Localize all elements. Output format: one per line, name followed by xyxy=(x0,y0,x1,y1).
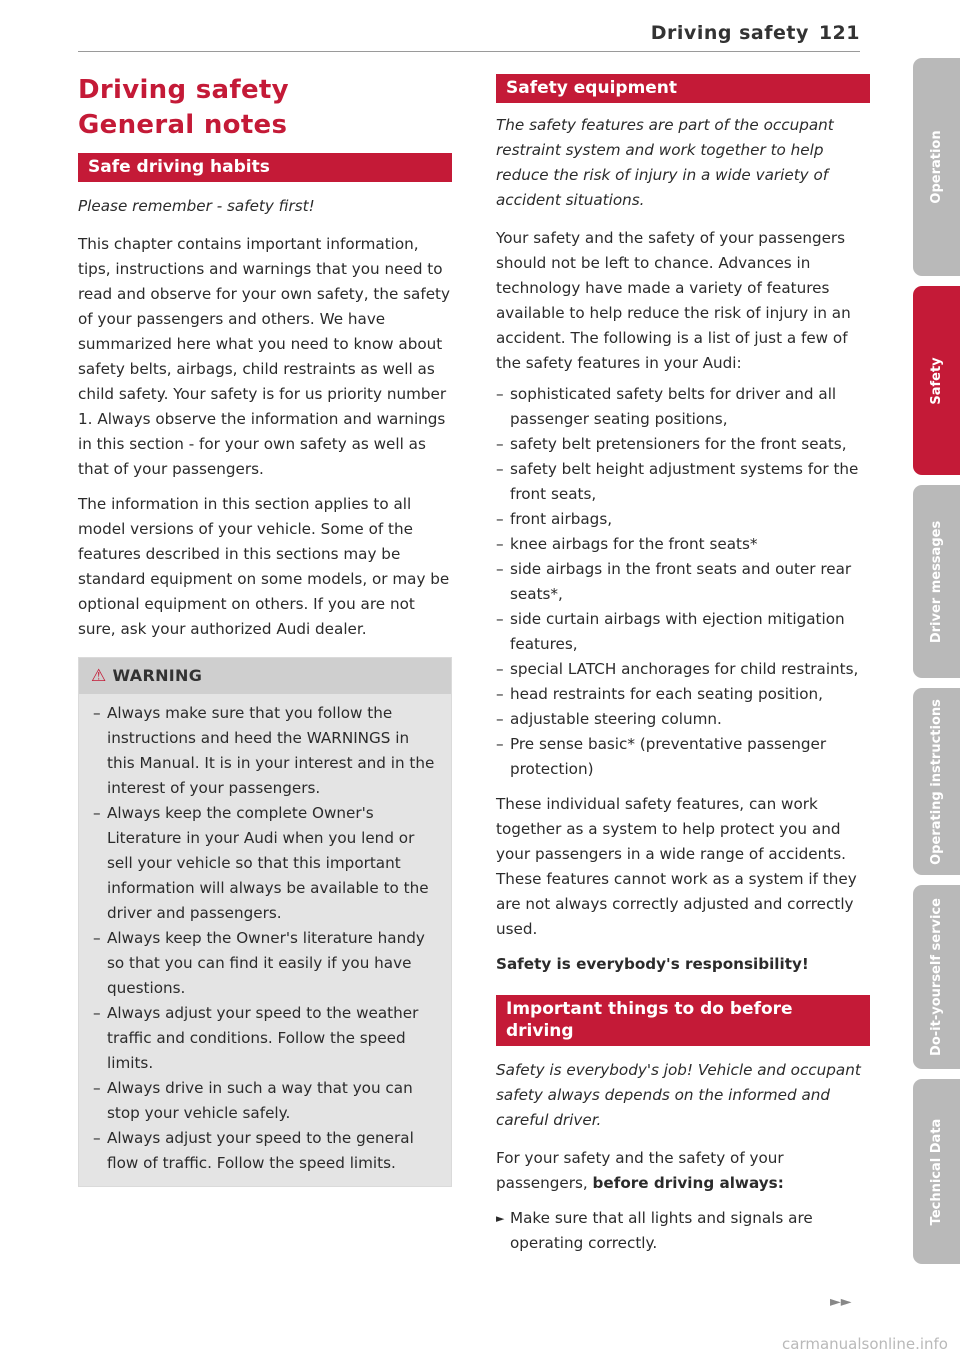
section-bar-before-driving: Important things to do before driving xyxy=(496,995,870,1046)
emphasis-text: before driving always: xyxy=(592,1173,784,1192)
tab-operating-instructions[interactable] xyxy=(913,688,960,875)
list-item: – Pre sense basic* (preventative passenger protection) xyxy=(496,732,870,782)
warning-item: – Always adjust your speed to the weather traffic and conditions. Follow the speed limits. xyxy=(93,1001,437,1076)
header-rule xyxy=(78,51,860,52)
list-item: – safety belt pretensioners for the front seats, xyxy=(496,432,870,457)
tab-technical-data[interactable] xyxy=(913,1079,960,1264)
running-head-section: Driving safety xyxy=(650,22,809,44)
watermark: carmanualsonline.info xyxy=(782,1335,948,1353)
paragraph: The information in this section applies to all model versions of your vehicle. Some of the features described in this sections may be standard equipment on some models, or may be optional equipment on others. If you are not sure, ask your authorized Audi dealer. xyxy=(78,494,450,638)
page-number: 121 xyxy=(818,22,860,44)
warning-title: WARNING xyxy=(112,665,203,685)
warning-list xyxy=(79,694,451,1186)
paragraph xyxy=(496,1146,870,1196)
list-item: – safety belt height adjustment systems for the front seats, xyxy=(496,457,870,507)
tab-label: Operating instructions xyxy=(928,698,944,865)
paragraph-text: For your safety and the safety of your passengers, xyxy=(496,1148,784,1192)
list-item: – head restraints for each seating position, xyxy=(496,682,870,707)
warning-triangle-icon: ⚠ xyxy=(91,665,107,686)
warning-item: – Always adjust your speed to the general flow of traffic. Follow the speed limits. xyxy=(93,1126,437,1176)
safety-features-list xyxy=(496,382,870,782)
warning-header xyxy=(79,658,451,694)
tab-driver-messages[interactable] xyxy=(913,485,960,678)
chapter-tabs xyxy=(913,58,960,1274)
intro-text: The safety features are part of the occupant restraint system and work together to help reduce the risk of injury in a wide variety of accident situations. xyxy=(496,116,834,210)
responsibility-statement: Safety is everybody's responsibility! xyxy=(496,955,809,974)
paragraph: Your safety and the safety of your passengers should not be left to chance. Advances in technology have made a variety of features available to help reduce the risk of injury in an accident. The following is a list of just a few of the safety features in your Audi: xyxy=(496,229,851,373)
continue-arrow-icon: ►► xyxy=(830,1294,852,1310)
step-text: Make sure that all lights and signals are operating correctly. xyxy=(510,1208,813,1252)
tab-label: Technical Data xyxy=(928,1118,944,1225)
right-column xyxy=(496,74,870,1256)
list-item: – front airbags, xyxy=(496,507,870,532)
instruction-step xyxy=(496,1206,870,1256)
list-item: – knee airbags for the front seats* xyxy=(496,532,870,557)
list-item: – side curtain airbags with ejection mitigation features, xyxy=(496,607,870,657)
tab-label: Driver messages xyxy=(928,520,944,643)
tab-operation[interactable] xyxy=(913,58,960,276)
warning-item: – Always keep the Owner's literature handy so that you can find it easily if you have questions. xyxy=(93,926,437,1001)
section-bar-safety-equipment: Safety equipment xyxy=(496,74,870,103)
tab-label: Do-it-yourself service xyxy=(928,898,944,1056)
intro-text: Please remember - safety first! xyxy=(78,196,315,215)
warning-item: – Always drive in such a way that you can stop your vehicle safely. xyxy=(93,1076,437,1126)
step-arrow-icon: ► xyxy=(496,1211,505,1225)
left-column xyxy=(78,74,452,1187)
tab-label: Operation xyxy=(928,130,944,204)
list-item: – side airbags in the front seats and outer rear seats*, xyxy=(496,557,870,607)
paragraph: This chapter contains important information, tips, instructions and warnings that you need to read and observe for your own safety, the safety of your passengers and others. We have summarized here what you need to know about safety belts, airbags, child restraints as well as child safety. Your safety is for us priority number 1. Always observe the information and warnings in this section - for your own safety as well as that of your passengers. xyxy=(78,234,450,478)
paragraph: These individual safety features, can work together as a system to help protect you and your passengers in a wide range of accidents. These features cannot work as a system if they are not always correctly adjusted and correctly used. xyxy=(496,795,857,939)
intro-text: Safety is everybody's job! Vehicle and occupant safety always depends on the informed and careful driver. xyxy=(496,1060,861,1129)
tab-label: Safety xyxy=(928,356,944,405)
warning-item: – Always keep the complete Owner's Literature in your Audi when you lend or sell your vehicle so that this important information will always be available to the driver and passengers. xyxy=(93,801,437,926)
list-item: – sophisticated safety belts for driver and all passenger seating positions, xyxy=(496,382,870,432)
tab-do-it-yourself-service[interactable] xyxy=(913,885,960,1069)
section-bar-safe-driving-habits: Safe driving habits xyxy=(78,153,452,182)
section-title: General notes xyxy=(78,110,288,141)
list-item: – adjustable steering column. xyxy=(496,707,870,732)
warning-item: – Always make sure that you follow the instructions and heed the WARNINGS in this Manual. It is in your interest and in the interest of your passengers. xyxy=(93,701,437,801)
tab-safety[interactable] xyxy=(913,286,960,475)
warning-box xyxy=(78,657,452,1187)
chapter-title: Driving safety xyxy=(78,75,289,105)
running-head xyxy=(651,22,860,44)
list-item: – special LATCH anchorages for child restraints, xyxy=(496,657,870,682)
